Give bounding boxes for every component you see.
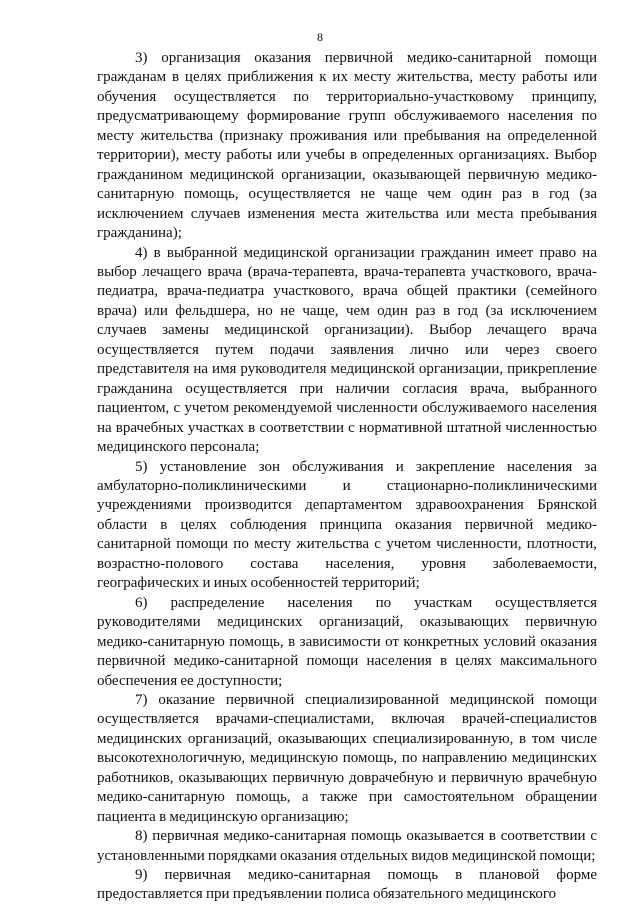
page-number: 8: [317, 30, 323, 44]
paragraph-item-5: 5) установление зон обслуживания и закрепление населения за амбулаторно-поликлиническими и стационарно-поликлиническими учреждениями производится департаментом здравоохранения Брянской области в целях соблюдения принципа оказания первичной медико-санитарной помощи по месту жительства с учетом численности, плотности, возрастно-полового состава населения, уровня заболеваемости, географических и иных особенностей территорий;: [97, 458, 597, 592]
document-body: [97, 49, 597, 905]
paragraph-item-4: 4) в выбранной медицинской организации гражданин имеет право на выбор лечащего врача (врача-терапевта, врача-терапевта участкового, врача-педиатра, врача-педиатра участкового, врача общей практики (семейного врача) или фельдшера, но не чаще, чем один раз в год (за исключением случаев замены медицинской организации). Выбор лечащего врача осуществляется путем подачи заявления лично или через своего представителя на имя руководителя медицинской организации, прикрепление гражданина осуществляется при наличии согласия врача, выбранного пациентом, с учетом рекомендуемой численности обслуживаемого населения на врачебных участках в соответствии с нормативной штатной численностью медицинского персонала;: [97, 244, 597, 456]
paragraph-item-7: 7) оказание первичной специализированной медицинской помощи осуществляется врачами-специалистами, включая врачей-специалистов медицинских организаций, оказывающих специализированную, в том числе высокотехнологичную, медицинскую помощь, по направлению медицинских работников, оказывающих первичную доврачебную и первичную врачебную медико-санитарную помощь, а также при самостоятельном обращении пациента в медицинскую организацию;: [97, 691, 597, 825]
paragraph-item-8: 8) первичная медико-санитарная помощь оказывается в соответствии с установленными порядками оказания отдельных видов медицинской помощи;: [97, 828, 597, 864]
paragraph-item-3: 3) организация оказания первичной медико-санитарной помощи гражданам в целях приближения к их месту жительства, месту работы или обучения осуществляется по территориально-участковому принципу, предусматривающему формирование групп обслуживаемого населения по месту жительства (признаку проживания или пребывания на определенной территории), месту работы или учебы в определенных организациях. Выбор гражданином медицинской организации, оказывающей первичную медико-санитарную помощь, осуществляется не чаще чем один раз в год (за исключением случаев изменения места жительства или места пребывания гражданина);: [97, 50, 597, 242]
paragraph-item-9: 9) первичная медико-санитарная помощь в плановой форме предоставляется при предъявлении полиса обязательного медицинского: [97, 867, 597, 903]
paragraph-item-6: 6) распределение населения по участкам осуществляется руководителями медицинских организаций, оказывающих первичную медико-санитарную помощь, в зависимости от конкретных условий оказания первичной медико-санитарной помощи населения в целях максимального обеспечения ее доступности;: [97, 594, 597, 689]
